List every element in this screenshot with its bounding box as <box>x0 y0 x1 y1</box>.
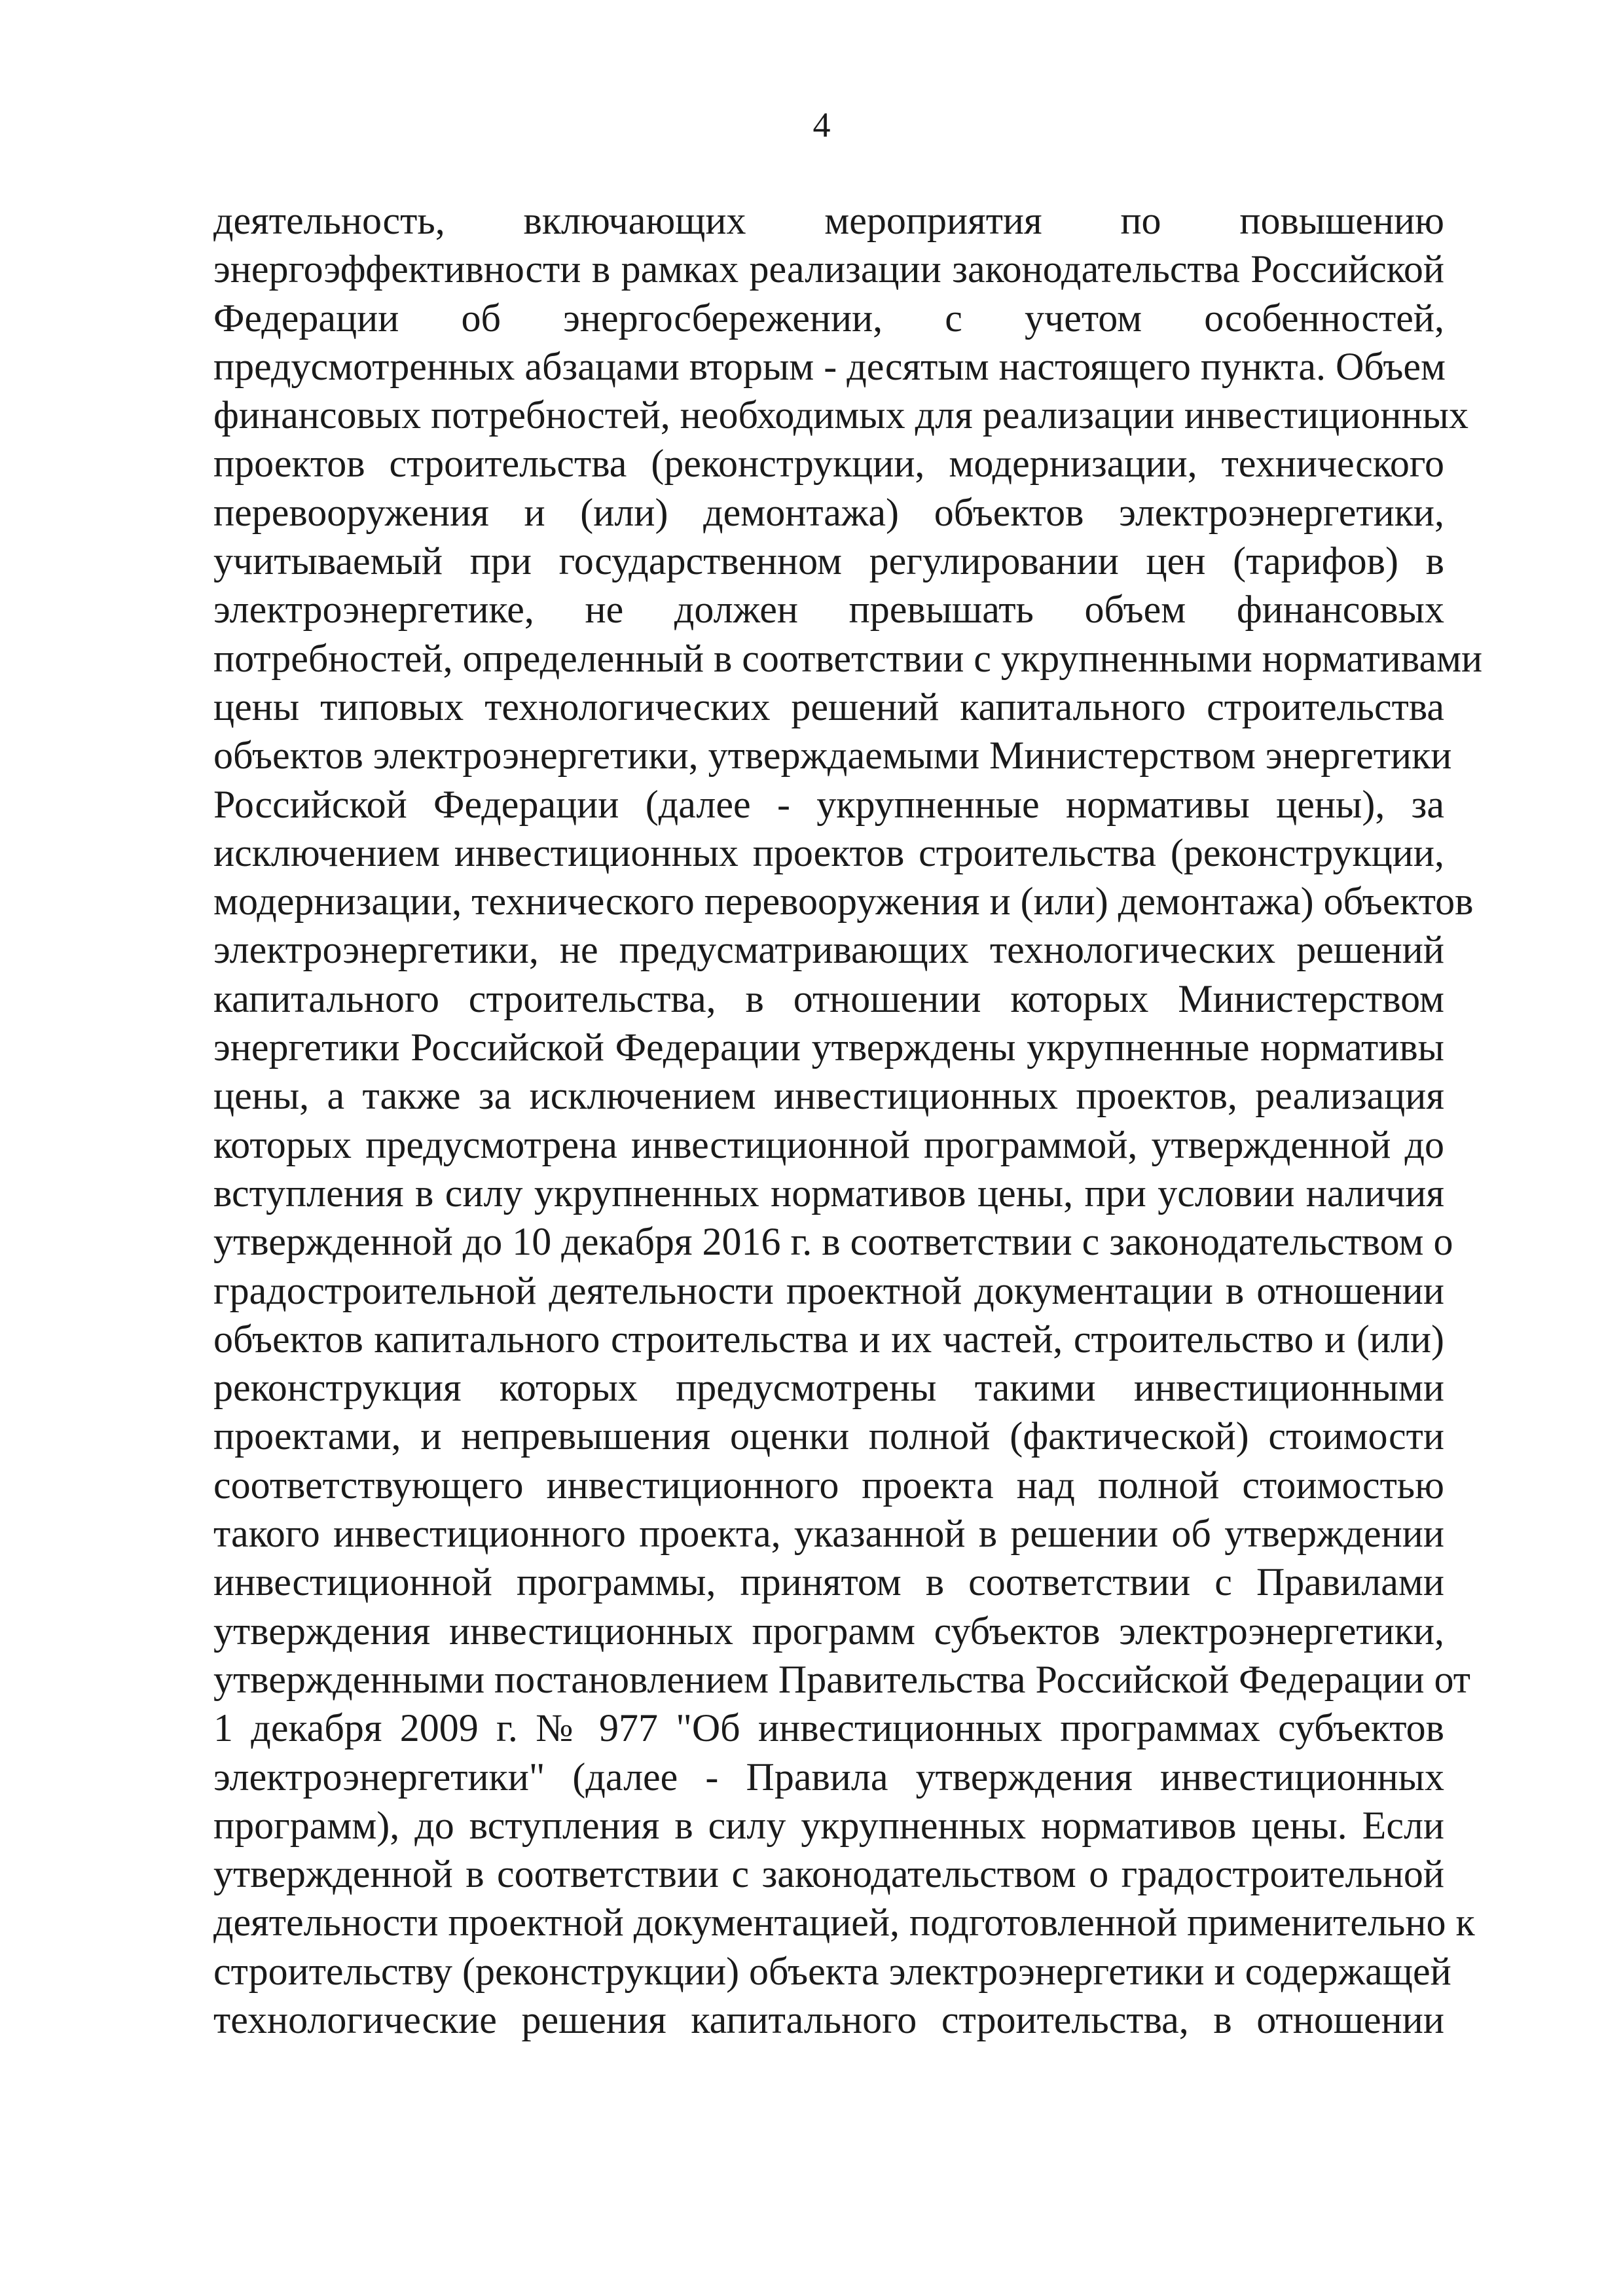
text-line: реконструкция которых предусмотрены такими инвестиционными <box>213 1366 1444 1410</box>
text-line: электроэнергетики, не предусматривающих технологических решений <box>213 928 1444 972</box>
text-line: перевооружения и (или) демонтажа) объектов электроэнергетики, <box>213 490 1444 534</box>
text-line: энергетики Российской Федерации утверждены укрупненные нормативы <box>213 1026 1444 1069</box>
text-line: Российской Федерации (далее - укрупненные нормативы цены), за <box>213 782 1444 826</box>
text-line: строительству (реконструкции) объекта электроэнергетики и содержащей <box>213 1949 1451 1993</box>
text-line: объектов электроэнергетики, утверждаемыми Министерством энергетики <box>213 734 1452 778</box>
text-line: соответствующего инвестиционного проекта над полной стоимостью <box>213 1463 1444 1507</box>
text-line: деятельность, включающих мероприятия по повышению <box>213 199 1444 242</box>
text-line: деятельности проектной документацией, подготовленной применительно к <box>213 1901 1475 1945</box>
text-line: цены типовых технологических решений капитального строительства <box>213 685 1444 728</box>
page-number: 4 <box>812 105 831 145</box>
text-line: технологические решения капитального строительства, в отношении <box>213 1998 1444 2041</box>
text-line: градостроительной деятельности проектной документации в отношении <box>213 1268 1444 1312</box>
text-line: проектами, и непревышения оценки полной (фактической) стоимости <box>213 1414 1444 1458</box>
text-line: утвержденной до 10 декабря 2016 г. в соответствии с законодательством о <box>213 1220 1453 1264</box>
text-line: вступления в силу укрупненных нормативов цены, при условии наличия <box>213 1171 1444 1215</box>
text-line: электроэнергетике, не должен превышать объем финансовых <box>213 588 1444 632</box>
text-line: Федерации об энергосбережении, с учетом особенностей, <box>213 296 1444 340</box>
text-line: финансовых потребностей, необходимых для реализации инвестиционных <box>213 393 1468 437</box>
text-line: утвержденными постановлением Правительства Российской Федерации от <box>213 1657 1470 1701</box>
text-line: объектов капитального строительства и их частей, строительство и (или) <box>213 1317 1444 1361</box>
text-line: программ), до вступления в силу укрупненных нормативов цены. Если <box>213 1803 1444 1847</box>
text-line: исключением инвестиционных проектов строительства (реконструкции, <box>213 831 1444 874</box>
text-line: утверждения инвестиционных программ субъектов электроэнергетики, <box>213 1609 1444 1653</box>
text-line: утвержденной в соответствии с законодательством о градостроительной <box>213 1852 1444 1896</box>
text-line: которых предусмотрена инвестиционной программой, утвержденной до <box>213 1122 1444 1166</box>
text-line: электроэнергетики" (далее - Правила утверждения инвестиционных <box>213 1755 1444 1799</box>
text-line: проектов строительства (реконструкции, модернизации, технического <box>213 442 1444 486</box>
text-line: 1 декабря 2009 г. № 977 "Об инвестиционных программах субъектов <box>213 1706 1444 1750</box>
text-line: энергоэффективности в рамках реализации законодательства Российской <box>213 247 1444 291</box>
body-text <box>213 196 1483 2044</box>
text-line: модернизации, технического перевооружения и (или) демонтажа) объектов <box>213 880 1474 924</box>
text-line: цены, а также за исключением инвестиционных проектов, реализация <box>213 1074 1444 1118</box>
text-line: капитального строительства, в отношении которых Министерством <box>213 977 1444 1020</box>
text-line: потребностей, определенный в соответствии с укрупненными нормативами <box>213 636 1483 680</box>
text-line: учитываемый при государственном регулировании цен (тарифов) в <box>213 539 1444 583</box>
text-line: предусмотренных абзацами вторым - десятым настоящего пункта. Объем <box>213 344 1446 388</box>
text-line: такого инвестиционного проекта, указанной в решении об утверждении <box>213 1512 1444 1556</box>
text-line: инвестиционной программы, принятом в соответствии с Правилами <box>213 1560 1444 1604</box>
